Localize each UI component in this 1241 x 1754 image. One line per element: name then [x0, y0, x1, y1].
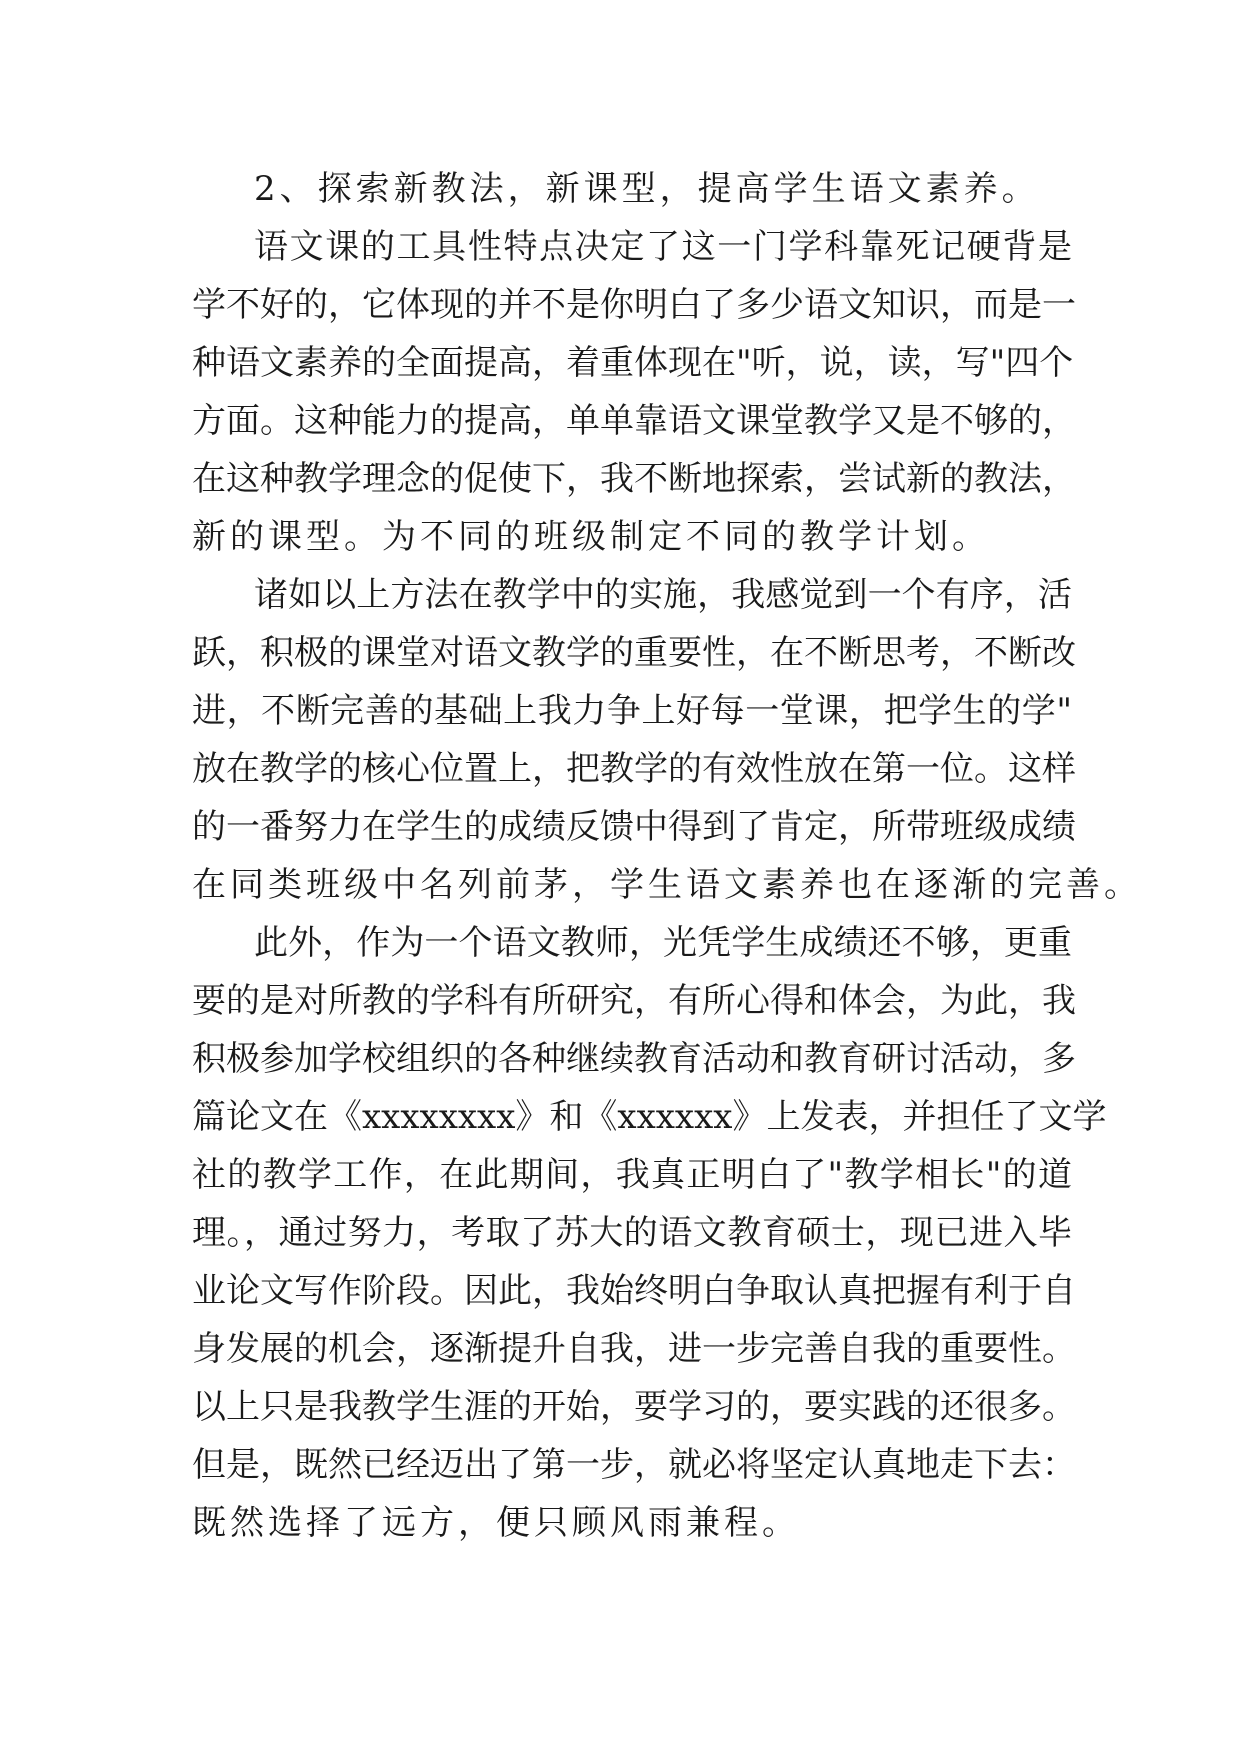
section-heading: 2、探索新教法，新课型，提高学生语文素养。 [254, 169, 1040, 209]
paragraph-line: 业论文写作阶段。因此，我始终明白争取认真把握有利于自 [192, 1271, 1076, 1311]
paragraph-line: 但是，既然已经迈出了第一步，就必将坚定认真地走下去： [192, 1445, 1076, 1485]
paragraph-line: 此外，作为一个语文教师，光凭学生成绩还不够，更重 [254, 923, 1072, 963]
paragraph-line: 语文课的工具性特点决定了这一门学科靠死记硬背是 [254, 227, 1072, 267]
paragraph-line: 跃，积极的课堂对语文教学的重要性，在不断思考，不断改 [192, 633, 1076, 673]
paragraph-line: 以上只是我教学生涯的开始，要学习的，要实践的还很多。 [192, 1387, 1076, 1427]
paragraph-line: 在同类班级中名列前茅，学生语文素养也在逐渐的完善。 [192, 865, 1142, 905]
document-body [192, 160, 1142, 1552]
paragraph-line: 在这种教学理念的促使下，我不断地探索，尝试新的教法， [192, 459, 1076, 499]
paragraph-line: 方面。这种能力的提高，单单靠语文课堂教学又是不够的， [192, 401, 1076, 441]
paragraph-line: 放在教学的核心位置上，把教学的有效性放在第一位。这样 [192, 749, 1076, 789]
paragraph-line: 进，不断完善的基础上我力争上好每一堂课，把学生的学" [192, 691, 1072, 731]
paragraph-line: 既然选择了远方，便只顾风雨兼程。 [192, 1503, 800, 1543]
paragraph-line: 篇论文在《xxxxxxxx》和《xxxxxx》上发表，并担任了文学 [192, 1097, 1107, 1137]
paragraph-line: 新的课型。为不同的班级制定不同的教学计划。 [192, 517, 990, 557]
paragraph-line: 积极参加学校组织的各种继续教育活动和教育研讨活动，多 [192, 1039, 1076, 1079]
paragraph-line: 学不好的，它体现的并不是你明白了多少语文知识，而是一 [192, 285, 1076, 325]
paragraph-line: 要的是对所教的学科有所研究，有所心得和体会，为此，我 [192, 981, 1076, 1021]
paragraph-line: 的一番努力在学生的成绩反馈中得到了肯定，所带班级成绩 [192, 807, 1076, 847]
paragraph-line: 诸如以上方法在教学中的实施，我感觉到一个有序，活 [254, 575, 1072, 615]
paragraph-line: 种语文素养的全面提高，着重体现在"听，说，读，写"四个 [192, 343, 1074, 383]
paragraph-line: 理。，通过努力，考取了苏大的语文教育硕士，现已进入毕 [192, 1213, 1072, 1253]
paragraph-line: 身发展的机会，逐渐提升自我，进一步完善自我的重要性。 [192, 1329, 1076, 1369]
paragraph-line: 社的教学工作，在此期间，我真正明白了"教学相长"的道 [192, 1155, 1072, 1195]
